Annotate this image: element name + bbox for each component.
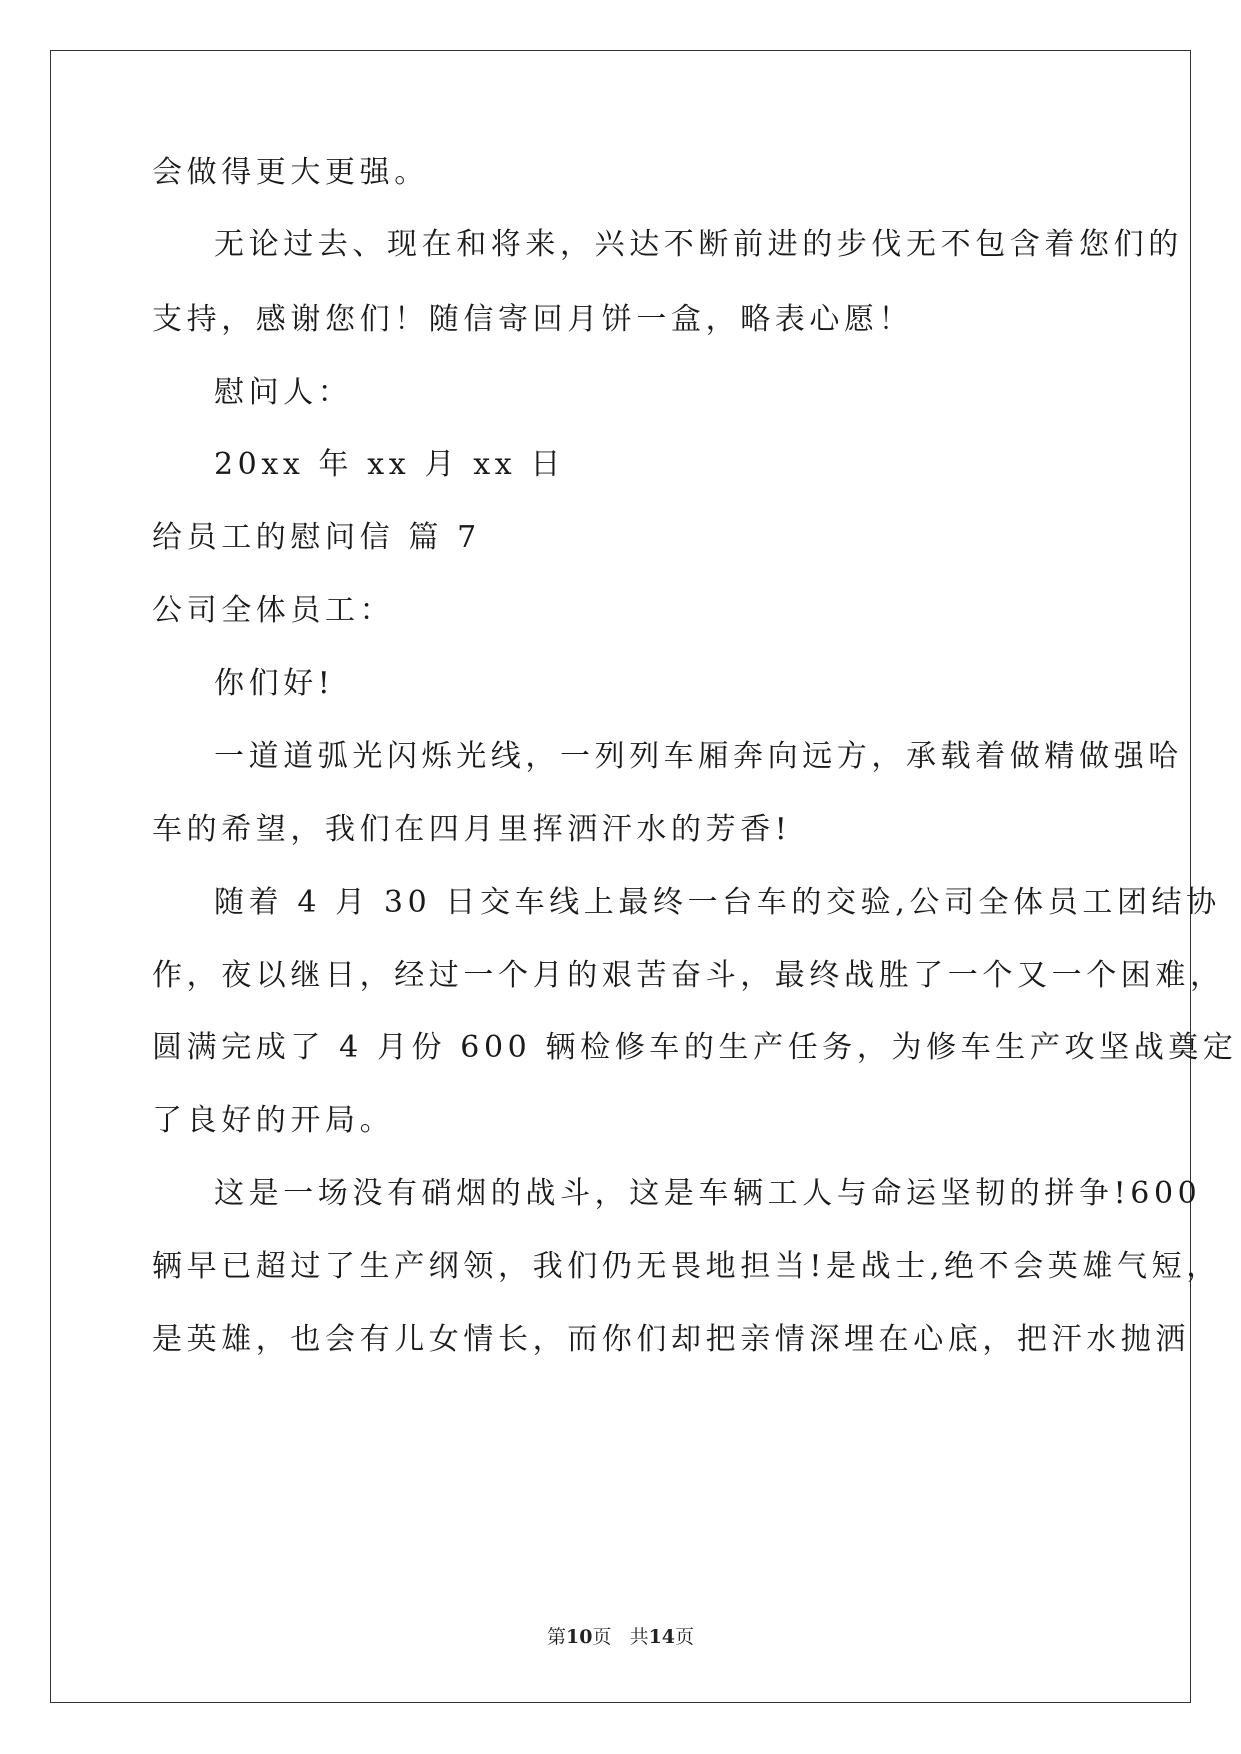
section-heading: 给员工的慰问信 篇 7: [152, 520, 481, 555]
text-line: 一道道弧光闪烁光线，一列列车厢奔向远方，承载着做精做强哈: [214, 739, 1183, 774]
text-line: 无论过去、现在和将来，兴达不断前进的步伐无不包含着您们的: [214, 227, 1183, 262]
text-line: 了良好的开局。: [152, 1103, 395, 1138]
text-line: 会做得更大更强。: [152, 155, 429, 190]
text-line: 车的希望，我们在四月里挥洒汗水的芳香!: [152, 812, 792, 847]
footer-page-total: 14: [648, 1626, 676, 1648]
footer-page-suffix: 页: [592, 1626, 612, 1648]
footer-page-prefix: 第: [546, 1626, 566, 1648]
text-line: 支持，感谢您们！随信寄回月饼一盒，略表心愿！: [152, 302, 914, 337]
date-line: 20xx 年 xx 月 xx 日: [214, 447, 565, 482]
footer-total-suffix: 页: [675, 1626, 695, 1648]
footer-page-current: 10: [565, 1626, 593, 1648]
text-line: 随着 4 月 30 日交车线上最终一台车的交验,公司全体员工团结协: [214, 885, 1221, 920]
text-line: 作，夜以继日，经过一个月的艰苦奋斗，最终战胜了一个又一个困难，: [152, 958, 1225, 993]
text-line: 是英雄，也会有儿女情长，而你们却把亲情深埋在心底，把汗水抛洒: [152, 1322, 1190, 1357]
text-line: 辆早已超过了生产纲领，我们仍无畏地担当!是战士,绝不会英雄气短，: [152, 1249, 1221, 1284]
salutation: 公司全体员工：: [152, 593, 395, 628]
text-line: 圆满完成了 4 月份 600 辆检修车的生产任务，为修车生产攻坚战奠定: [152, 1030, 1238, 1065]
page-border: [50, 50, 1191, 1703]
greeting: 你们好!: [214, 666, 335, 701]
footer-total-prefix: 共: [629, 1626, 649, 1648]
page-footer: [0, 1622, 1241, 1649]
text-line: 慰问人：: [214, 375, 353, 410]
text-line: 这是一场没有硝烟的战斗，这是车辆工人与命运坚韧的拼争!600: [214, 1176, 1202, 1211]
